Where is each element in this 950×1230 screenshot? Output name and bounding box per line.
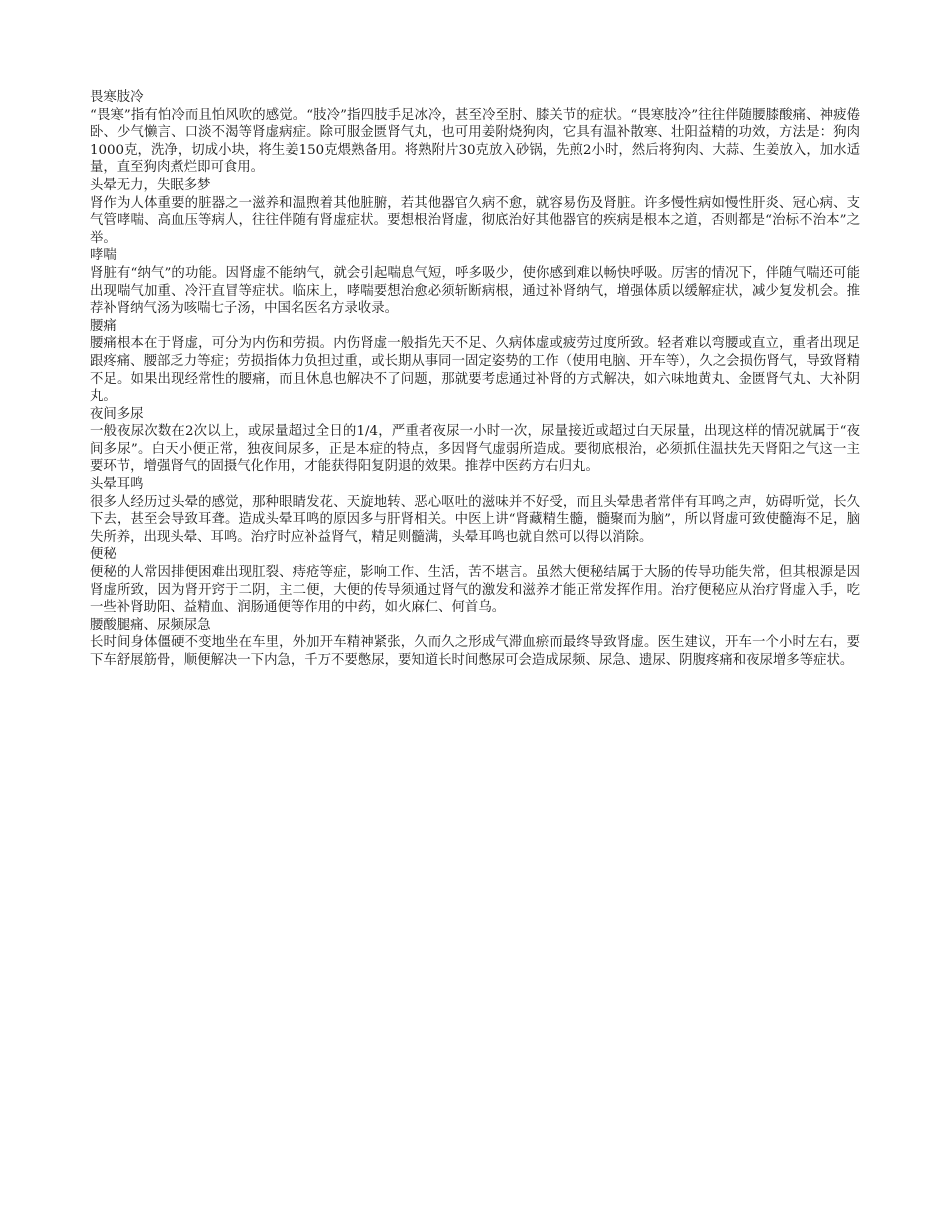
section-asthma (90, 247, 860, 317)
section-paragraph: “畏寒”指有怕冷而且怕风吹的感觉。“肢冷”指四肢手足冰冷，甚至冷至肘、膝关节的症状。“畏寒肢冷”往往伴随腰膝酸痛、神疲倦卧、少气懒言、口淡不渴等肾虚病症。除可服金匮肾气丸，也可用姜附烧狗肉，它具有温补散寒、壮阳益精的功效，方法是：狗肉1000克，洗净，切成小块，将生姜150克煨熟备用。将熟附片30克放入砂锅，先煎2小时，然后将狗肉、大蒜、生姜放入，加水适量，直至狗肉煮烂即可食用。 (90, 107, 860, 176)
section-constipation (90, 546, 860, 616)
section-paragraph: 一般夜尿次数在2次以上，或尿量超过全日的1/4，严重者夜尿一小时一次，尿量接近或超过白天尿量，出现这样的情况就属于“夜间多尿”。白天小便正常，独夜间尿多，正是本症的特点，多因肾气虚弱所造成。要彻底根治，必须抓住温扶先天肾阳之气这一主要环节，增强肾气的固摄气化作用，才能获得阳复阴退的效果。推荐中医药方右归丸。 (90, 424, 860, 475)
section-title: 哮喘 (90, 248, 117, 264)
section-title: 腰酸腿痛、尿频尿急 (90, 617, 211, 633)
section-nocturia (90, 406, 860, 476)
section-cold-limbs (90, 89, 860, 177)
section-title: 头晕耳鸣 (90, 477, 144, 493)
section-title: 头晕无力，失眠多梦 (90, 177, 211, 193)
section-title: 腰痛 (90, 318, 117, 334)
section-paragraph: 便秘的人常因排便困难出现肛裂、痔疮等症，影响工作、生活，苦不堪言。虽然大便秘结属于大肠的传导功能失常，但其根源是因肾虚所致，因为肾开窍于二阴，主二便，大便的传导须通过肾气的激发和滋养才能正常发挥作用。治疗便秘应从治疗肾虚入手，吃一些补肾助阳、益精血、润肠通便等作用的中药，如火麻仁、何首乌。 (90, 565, 860, 616)
section-paragraph: 很多人经历过头晕的感觉，那种眼睛发花、天旋地转、恶心呕吐的滋味并不好受，而且头晕患者常伴有耳鸣之声，妨碍听觉，长久下去，甚至会导致耳聋。造成头晕耳鸣的原因多与肝肾相关。中医上讲“肾藏精生髓，髓聚而为脑”，所以肾虚可致使髓海不足，脑失所养，出现头晕、耳鸣。治疗时应补益肾气，精足则髓满，头晕耳鸣也就自然可以得以消除。 (90, 494, 860, 545)
section-dizziness-insomnia (90, 177, 860, 247)
section-frequent-urination (90, 617, 860, 670)
section-title: 夜间多尿 (90, 406, 144, 422)
section-title: 便秘 (90, 547, 117, 563)
section-paragraph: 腰痛根本在于肾虚，可分为内伤和劳损。内伤肾虚一般指先天不足、久病体虚或疲劳过度所致。轻者难以弯腰或直立，重者出现足跟疼痛、腰部乏力等症；劳损指体力负担过重，或长期从事同一固定姿势的工作（使用电脑、开车等），久之会损伤肾气，导致肾精不足。如果出现经常性的腰痛，而且休息也解决不了问题，那就要考虑通过补肾的方式解决，如六味地黄丸、金匮肾气丸、大补阴丸。 (90, 336, 860, 405)
section-paragraph: 长时间身体僵硬不变地坐在车里，外加开车精神紧张，久而久之形成气滞血瘀而最终导致肾虚。医生建议，开车一个小时左右，要下车舒展筋骨，顺便解决一下内急，千万不要憋尿，要知道长时间憋尿可会造成尿频、尿急、遗尿、阴腹疼痛和夜尿增多等症状。 (90, 635, 860, 668)
section-back-pain (90, 318, 860, 406)
section-title: 畏寒肢冷 (90, 90, 144, 105)
section-dizziness-tinnitus (90, 476, 860, 546)
section-paragraph: 肾脏有“纳气”的功能。因肾虚不能纳气，就会引起喘息气短，呼多吸少，使你感到难以畅快呼吸。厉害的情况下，伴随气喘还可能出现喘气加重、冷汗直冒等症状。临床上，哮喘要想治愈必须斩断病根，通过补肾纳气，增强体质以缓解症状，减少复发机会。推荐补肾纳气汤为咳喘七子汤，中国名医名方录收录。 (90, 265, 860, 317)
section-paragraph: 肾作为人体重要的脏器之一滋养和温煦着其他脏腑，若其他器官久病不愈，就容易伤及肾脏。许多慢性病如慢性肝炎、冠心病、支气管哮喘、高血压等病人，往往伴随有肾虚症状。要想根治肾虚，彻底治好其他器官的疾病是根本之道，否则都是“治标不治本”之举。 (90, 195, 860, 246)
document-body (90, 89, 860, 670)
